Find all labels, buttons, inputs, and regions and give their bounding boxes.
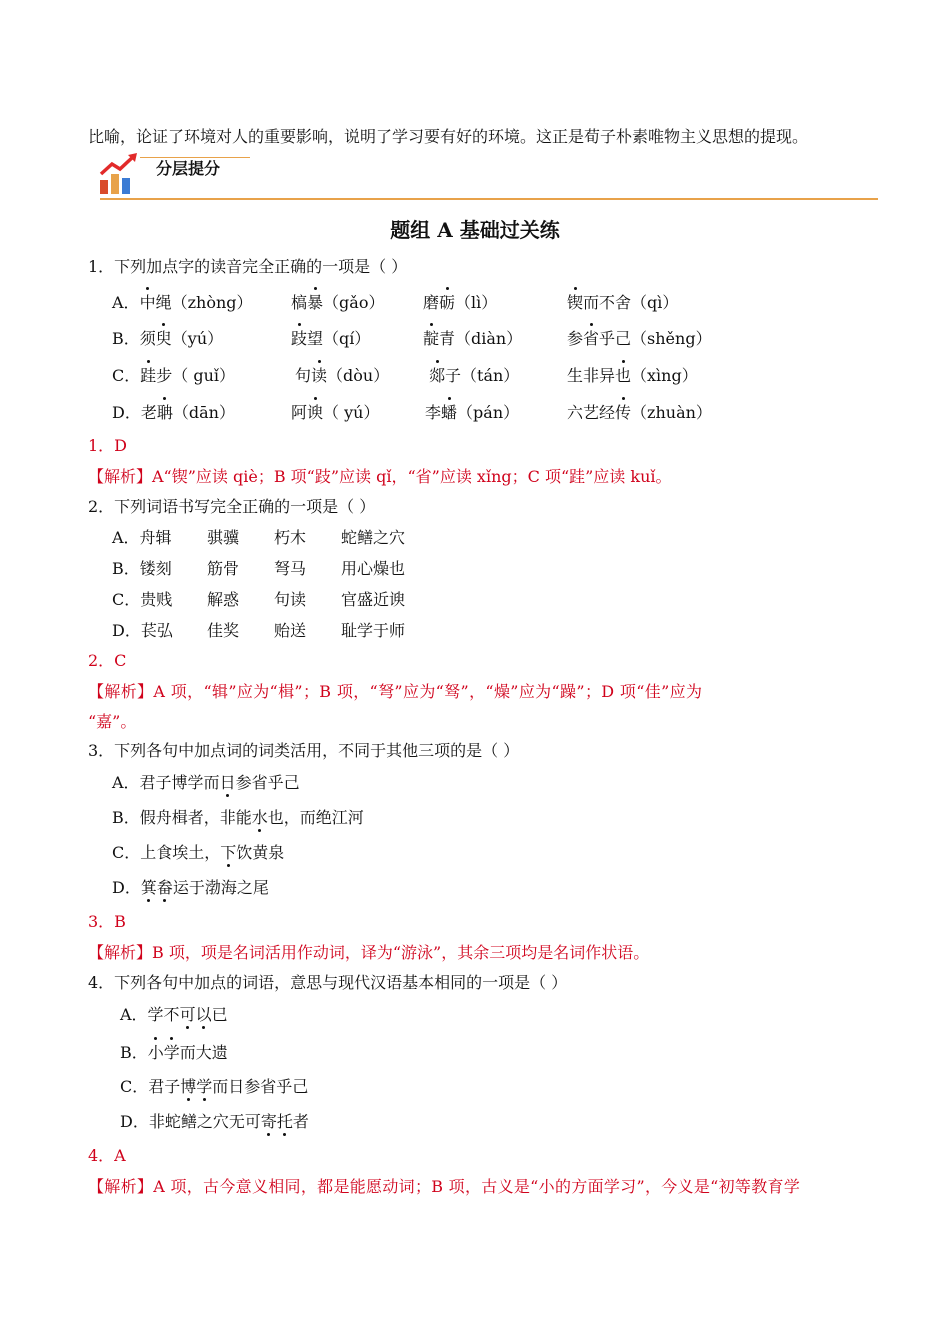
q3-stem: 3．下列各句中加点词的词类活用，不同于其他三项的是（ ） xyxy=(88,741,520,760)
q2-option-b-2: 筋骨 xyxy=(207,559,240,578)
q4-option-d: D．非蛇鳝之穴无可寄托者 xyxy=(120,1109,309,1132)
q1-option-b: B．须臾（yú） xyxy=(112,326,223,349)
q2-stem: 2．下列词语书写完全正确的一项是（ ） xyxy=(88,497,376,516)
q1-answer: 1．D xyxy=(88,436,128,455)
q1-option-d-2: 阿谀（ yú） xyxy=(291,400,379,423)
q1-option-a-3: 磨砺（lì） xyxy=(423,290,497,313)
q2-option-c-4: 官盛近谀 xyxy=(341,590,406,609)
q2-analysis: 【解析】A 项，“辑”应为“楫”；B 项，“弩”应为“驽”，“燥”应为“躁”；D 项“佳”应为 xyxy=(88,682,703,701)
q2-option-b-4: 用心燥也 xyxy=(341,559,406,578)
q1-stem: 1．下列加点字的读音完全正确的一项是（ ） xyxy=(88,257,408,276)
q2-option-c: C．贵贱 xyxy=(112,590,173,609)
q2-option-a-3: 朽木 xyxy=(274,528,307,547)
q2-option-d-3: 贻送 xyxy=(274,621,307,640)
q2-option-d: D．苌弘 xyxy=(112,621,173,640)
q2-option-d-4: 耻学于师 xyxy=(341,621,406,640)
q1-option-b-2: 跂望（qí） xyxy=(291,326,370,349)
q1-option-a-4: 锲而不舍（qì） xyxy=(567,290,678,313)
q2-option-a-2: 骐骥 xyxy=(207,528,240,547)
q2-option-a: A．舟辑 xyxy=(112,528,172,547)
q2-option-b-3: 弩马 xyxy=(274,559,307,578)
q1-option-a-2: 槁暴（gǎo） xyxy=(291,290,384,313)
section-title: 题组 A 基础过关练 xyxy=(390,218,560,242)
intro-paragraph: 比喻，论证了环境对人的重要影响，说明了学习要有好的环境。这正是荀子朴素唯物主义思想的提现。 xyxy=(88,127,809,146)
q1-option-c-3: 郯子（tán） xyxy=(429,363,519,386)
q2-option-c-3: 句读 xyxy=(274,590,307,609)
q3-option-a: A．君子博学而日参省乎己 xyxy=(112,770,300,793)
q2-option-b: B．镂刻 xyxy=(112,559,172,578)
q3-option-d: D．箕畚运于渤海之尾 xyxy=(112,875,269,898)
q1-option-c-2: 句读（dòu） xyxy=(295,363,389,386)
q4-answer: 4．A xyxy=(88,1146,126,1165)
q3-answer: 3．B xyxy=(88,912,126,931)
q4-option-a: A．学不可以已 xyxy=(120,1002,228,1025)
q1-option-d: D．老聃（dān） xyxy=(112,400,235,423)
q1-option-b-4: 参省乎己（shěng） xyxy=(567,326,712,349)
q3-analysis: 【解析】B 项，项是名词活用作动词，译为“游泳”，其余三项均是名词作状语。 xyxy=(88,943,650,962)
q2-option-d-2: 佳奖 xyxy=(207,621,240,640)
banner-divider xyxy=(100,198,878,200)
q4-option-c: C．君子博学而日参省乎己 xyxy=(120,1074,308,1097)
q1-option-a: A．中绳（zhòng） xyxy=(112,290,253,313)
q1-option-b-3: 靛青（diàn） xyxy=(423,326,522,349)
q1-option-c-4: 生非异也（xìng） xyxy=(567,363,698,386)
q2-option-a-4: 蛇鳝之穴 xyxy=(341,528,406,547)
q4-option-b: B．小学而大遗 xyxy=(120,1040,228,1063)
q1-option-d-3: 李蟠（pán） xyxy=(425,400,519,423)
q1-option-c: C．跬步（ guǐ） xyxy=(112,363,235,386)
q1-option-d-4: 六艺经传（zhuàn） xyxy=(567,400,712,423)
growth-chart-icon xyxy=(98,152,144,196)
q2-analysis-cont: “嘉”。 xyxy=(88,712,137,731)
q4-stem: 4．下列各句中加点的词语，意思与现代汉语基本相同的一项是（ ） xyxy=(88,973,568,992)
q4-analysis: 【解析】A 项，古今意义相同，都是能愿动词；B 项，古义是“小的方面学习”，今义是“初等教育学 xyxy=(88,1177,801,1196)
q2-option-c-2: 解惑 xyxy=(207,590,240,609)
q3-option-c: C．上食埃土，下饮黄泉 xyxy=(112,840,284,863)
q1-analysis: 【解析】A“锲”应读 qiè；B 项“跂”应读 qǐ，“省”应读 xǐng；C 项“跬”应读 kuǐ。 xyxy=(88,467,672,486)
q3-option-b: B．假舟楫者，非能水也，而绝江河 xyxy=(112,805,364,828)
banner-label: 分层提分 xyxy=(156,159,221,178)
q2-answer: 2．C xyxy=(88,651,127,670)
